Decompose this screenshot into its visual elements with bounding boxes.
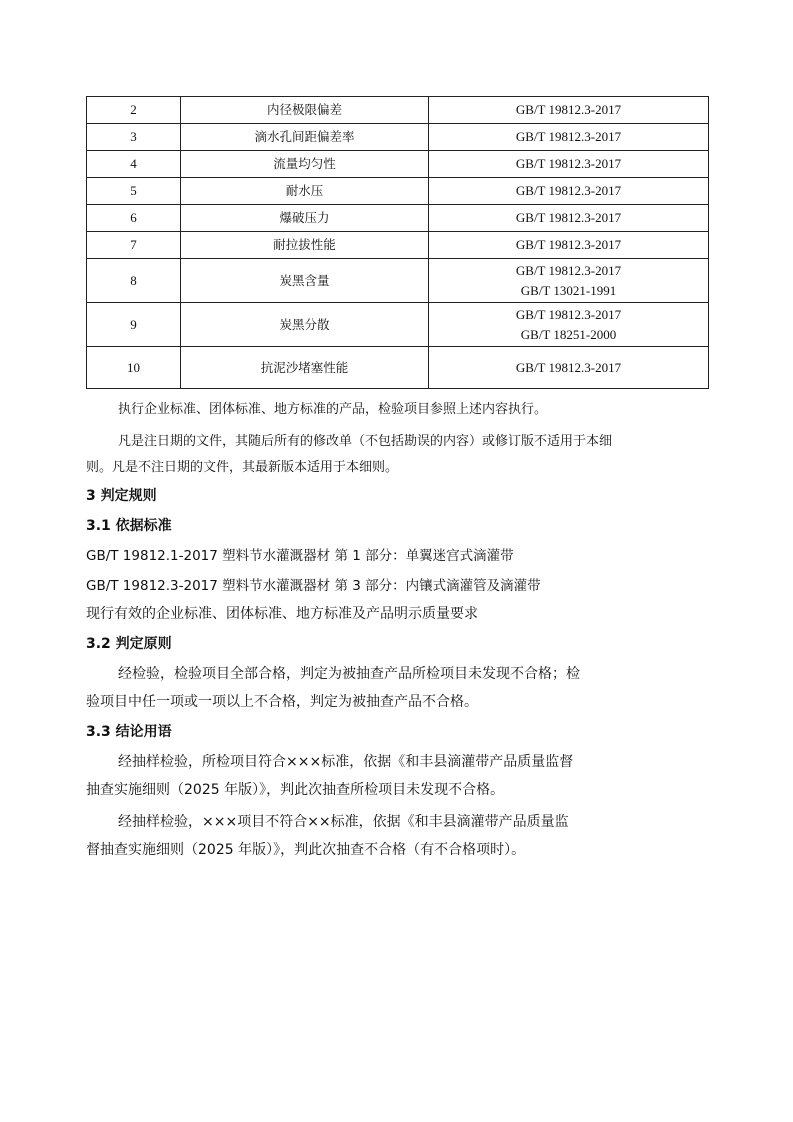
table-row bbox=[87, 259, 709, 303]
row-number: 6 bbox=[87, 205, 181, 232]
standard-reference: GB/T 13021-1991 bbox=[520, 282, 617, 298]
standards-table-body bbox=[87, 97, 709, 389]
row-number: 3 bbox=[87, 124, 181, 151]
standard-cell bbox=[429, 151, 709, 178]
standard-reference: GB/T 19812.3-2017 bbox=[515, 102, 622, 117]
row-number: 2 bbox=[87, 97, 181, 124]
standard-reference: GB/T 19812.3-2017 bbox=[515, 129, 622, 144]
standard-reference: GB/T 19812.3-2017 bbox=[515, 210, 622, 225]
section-3-3-heading: 3.3 结论用语 bbox=[86, 724, 172, 740]
row-number: 5 bbox=[87, 178, 181, 205]
test-item: 流量均匀性 bbox=[181, 151, 429, 178]
note-paragraph-1: 执行企业标准、团体标准、地方标准的产品，检验项目参照上述内容执行。 bbox=[118, 402, 548, 417]
standard-reference: GB/T 19812.3-2017 bbox=[515, 359, 622, 375]
standard-reference: GB/T 18251-2000 bbox=[520, 326, 617, 342]
table-row bbox=[87, 124, 709, 151]
table-row bbox=[87, 178, 709, 205]
conclusion-2-line-1: 经抽样检验，×××项目不符合××标准，依据《和丰县滴灌带产品质量监 bbox=[118, 814, 569, 830]
standard-cell bbox=[429, 347, 709, 389]
conclusion-2-line-2: 督抽查实施细则（2025 年版）》，判此次抽查不合格（有不合格项时）。 bbox=[86, 842, 526, 858]
section-3-1-heading: 3.1 依据标准 bbox=[86, 518, 172, 534]
standard-cell bbox=[429, 124, 709, 151]
principle-line-2: 验项目中任一项或一项以上不合格，判定为被抽查产品不合格。 bbox=[86, 694, 478, 710]
note-paragraph-2-line-2: 则。凡是不注日期的文件，其最新版本适用于本细则。 bbox=[86, 460, 399, 475]
test-item: 爆破压力 bbox=[181, 205, 429, 232]
test-item: 抗泥沙堵塞性能 bbox=[181, 347, 429, 389]
test-item: 耐水压 bbox=[181, 178, 429, 205]
standard-reference: GB/T 19812.3-2017 bbox=[515, 262, 622, 278]
table-row bbox=[87, 232, 709, 259]
standard-cell bbox=[429, 178, 709, 205]
test-item: 炭黑分散 bbox=[181, 303, 429, 347]
table-row bbox=[87, 97, 709, 124]
conclusion-1-line-2: 抽查实施细则（2025 年版）》，判此次抽查所检项目未发现不合格。 bbox=[86, 782, 505, 798]
test-item: 内径极限偏差 bbox=[181, 97, 429, 124]
standard-reference: GB/T 19812.3-2017 bbox=[515, 237, 622, 252]
conclusion-1-line-1: 经抽样检验，所检项目符合×××标准，依据《和丰县滴灌带产品质量监督 bbox=[118, 754, 574, 770]
principle-line-1: 经检验，检验项目全部合格，判定为被抽查产品所检项目未发现不合格；检 bbox=[118, 666, 580, 682]
standard-cell bbox=[429, 303, 709, 347]
standard-reference: GB/T 19812.3-2017 bbox=[515, 306, 622, 322]
basis-standard-2: GB/T 19812.3-2017 塑料节水灌溉器材 第 3 部分：内镶式滴灌管及滴灌带 bbox=[86, 578, 541, 594]
section-3-2-heading: 3.2 判定原则 bbox=[86, 636, 172, 652]
standard-cell bbox=[429, 259, 709, 303]
row-number: 10 bbox=[87, 347, 181, 389]
standard-cell bbox=[429, 232, 709, 259]
standard-cell bbox=[429, 97, 709, 124]
table-row bbox=[87, 347, 709, 389]
row-number: 9 bbox=[87, 303, 181, 347]
standard-reference: GB/T 19812.3-2017 bbox=[515, 156, 622, 171]
standard-cell bbox=[429, 205, 709, 232]
note-paragraph-2-line-1: 凡是注日期的文件，其随后所有的修改单（不包括勘误的内容）或修订版不适用于本细 bbox=[118, 434, 613, 449]
basis-standard-3: 现行有效的企业标准、团体标准、地方标准及产品明示质量要求 bbox=[86, 606, 478, 622]
section-3-heading: 3 判定规则 bbox=[86, 488, 157, 504]
row-number: 8 bbox=[87, 259, 181, 303]
standard-reference: GB/T 19812.3-2017 bbox=[515, 183, 622, 198]
row-number: 7 bbox=[87, 232, 181, 259]
standards-table bbox=[86, 96, 709, 389]
row-number: 4 bbox=[87, 151, 181, 178]
table-row bbox=[87, 151, 709, 178]
basis-standard-1: GB/T 19812.1-2017 塑料节水灌溉器材 第 1 部分：单翼迷宫式滴灌带 bbox=[86, 548, 514, 564]
test-item: 炭黑含量 bbox=[181, 259, 429, 303]
table-row bbox=[87, 303, 709, 347]
table-row bbox=[87, 205, 709, 232]
test-item: 滴水孔间距偏差率 bbox=[181, 124, 429, 151]
test-item: 耐拉拔性能 bbox=[181, 232, 429, 259]
